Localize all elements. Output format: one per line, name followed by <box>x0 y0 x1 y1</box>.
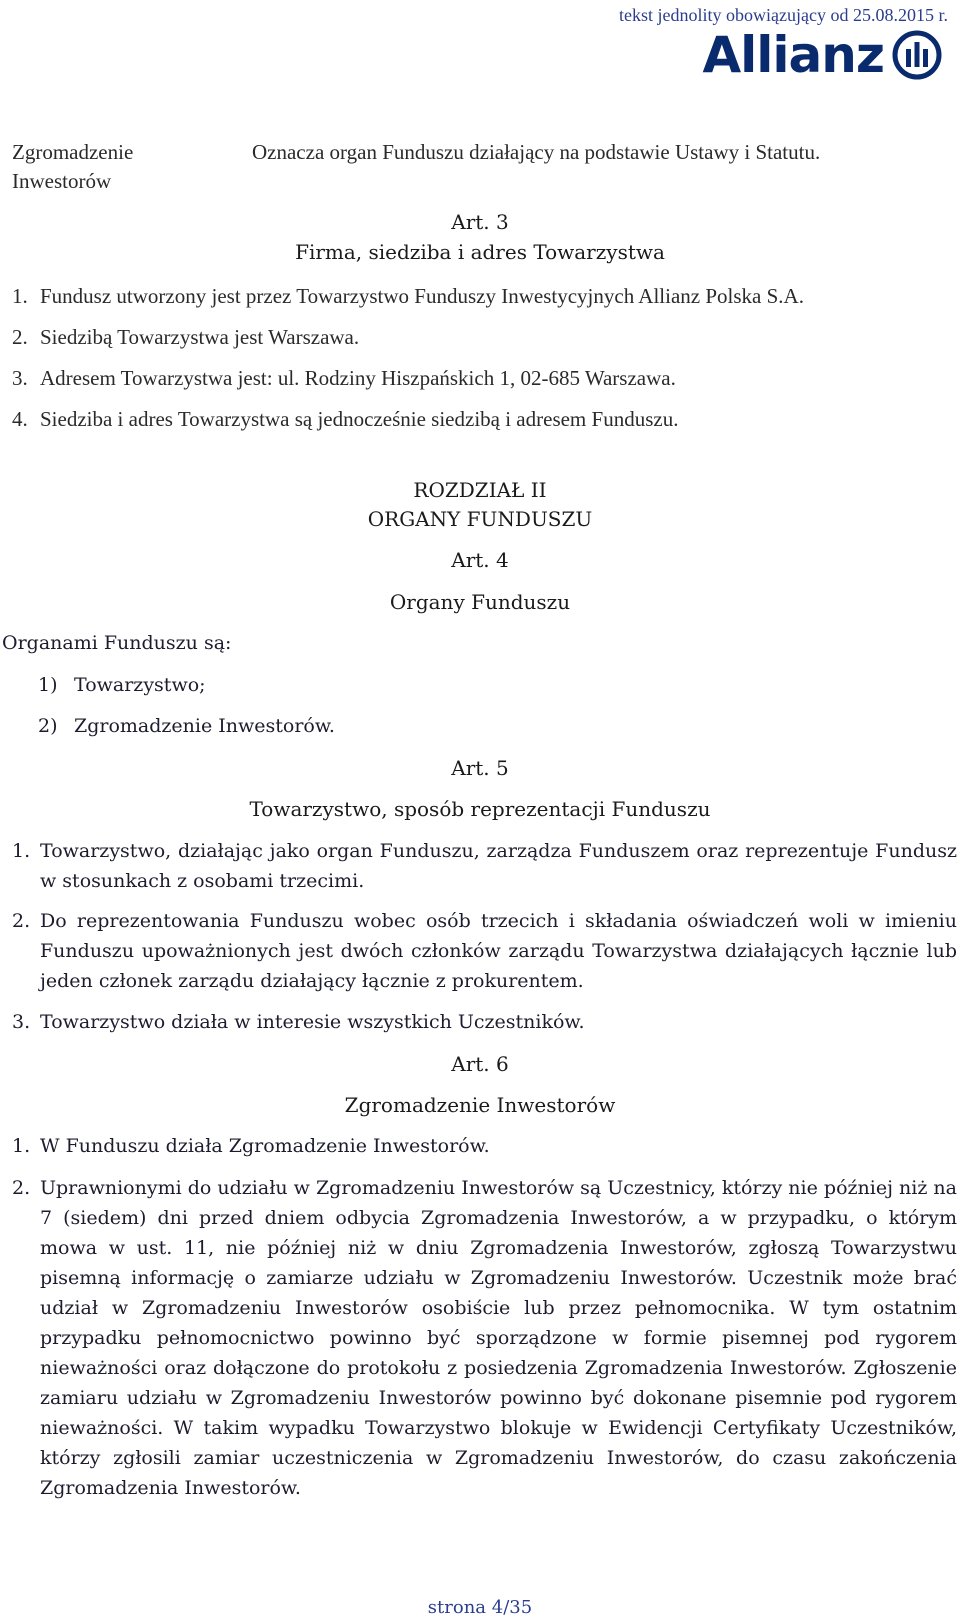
definition-meaning: Oznacza organ Funduszu działający na podstawie Ustawy i Statutu. <box>252 140 821 164</box>
list-item: 1. W Funduszu działa Zgromadzenie Inwestorów. <box>12 1135 490 1157</box>
art4-intro: Organami Funduszu są: <box>2 632 232 654</box>
chapter-title: ORGANY FUNDUSZU <box>367 507 593 531</box>
list-item: 1) Towarzystwo; <box>38 674 206 696</box>
list-item: 1. Fundusz utworzony jest przez Towarzystwo Funduszy Inwestycyjnych Allianz Polska S.A. <box>12 284 804 308</box>
art4-title: Organy Funduszu <box>389 590 571 614</box>
list-item: 2) Zgromadzenie Inwestorów. <box>38 715 335 737</box>
page-number: strona 4/35 <box>427 1597 533 1618</box>
art5-number: Art. 5 <box>451 756 509 780</box>
definition-term: Zgromadzenie Inwestorów <box>12 140 134 193</box>
art6-number: Art. 6 <box>451 1052 509 1076</box>
logo-text: Allianz <box>702 26 884 84</box>
art5-title: Towarzystwo, sposób reprezentacji Funduszu <box>249 797 711 821</box>
list-item: 2. Uprawnionymi do udziału w Zgromadzeniu Inwestorów są Uczestnicy, którzy nie później niż na 7 (siedem) dni przed dniem odbycia Zgromadzenia Inwestorów, a w przypadku, o którym mowa w ust. 11, nie później niż w dniu Zgromadzenia Inwestorów, zgłoszą Towarzystwu pisemną informację o zamiarze udziału w Zgromadzeniu Inwestorów. Uczestnik może brać udział w Zgromadzeniu Inwestorów osobiście lub przez pełnomocnika. W tym ostatnim przypadku pełnomocnictwo powinno być sporządzone w formie pisemnej pod rygorem nieważności oraz dołączone do protokołu z posiedzenia Zgromadzenia Inwestorów. Zgłoszenie zamiaru udziału w Zgromadzeniu Inwestorów powinno być dokonane pisemnie pod rygorem nieważności. W takim wypadku Towarzystwo blokuje w Ewidencji Certyfikaty Uczestników, którzy zgłosili zamiar uczestniczenia w Zgromadzeniu Inwestorów, do czasu zakończenia Zgromadzenia Inwestorów. <box>12 1177 957 1499</box>
list-item: 3. Towarzystwo działa w interesie wszystkich Uczestników. <box>12 1011 585 1033</box>
validity-note: tekst jednolity obowiązujący od 25.08.2015 r. <box>619 5 948 25</box>
art3-number: Art. 3 <box>451 210 509 234</box>
list-item: 4. Siedziba i adres Towarzystwa są jednocześnie siedzibą i adresem Funduszu. <box>12 407 679 431</box>
list-item: 1. Towarzystwo, działając jako organ Funduszu, zarządza Funduszem oraz reprezentuje Fundusz w stosunkach z osobami trzecimi. <box>12 840 957 892</box>
art3-title: Firma, siedziba i adres Towarzystwa <box>295 240 665 264</box>
art6-title: Zgromadzenie Inwestorów <box>344 1093 616 1117</box>
list-item: 3. Adresem Towarzystwa jest: ul. Rodziny Hiszpańskich 1, 02-685 Warszawa. <box>12 366 676 390</box>
list-item: 2. Siedzibą Towarzystwa jest Warszawa. <box>12 325 360 349</box>
chapter-number: ROZDZIAŁ II <box>413 478 547 502</box>
allianz-logo <box>702 26 942 84</box>
list-item: 2. Do reprezentowania Funduszu wobec osób trzecich i składania oświadczeń woli w imieniu Funduszu upoważnionych jest dwóch członków zarządu Towarzystwa działających łącznie lub jeden członek zarządu działający łącznie z prokurentem. <box>12 910 957 992</box>
allianz-eagle-icon <box>892 30 942 80</box>
art4-number: Art. 4 <box>451 548 509 572</box>
